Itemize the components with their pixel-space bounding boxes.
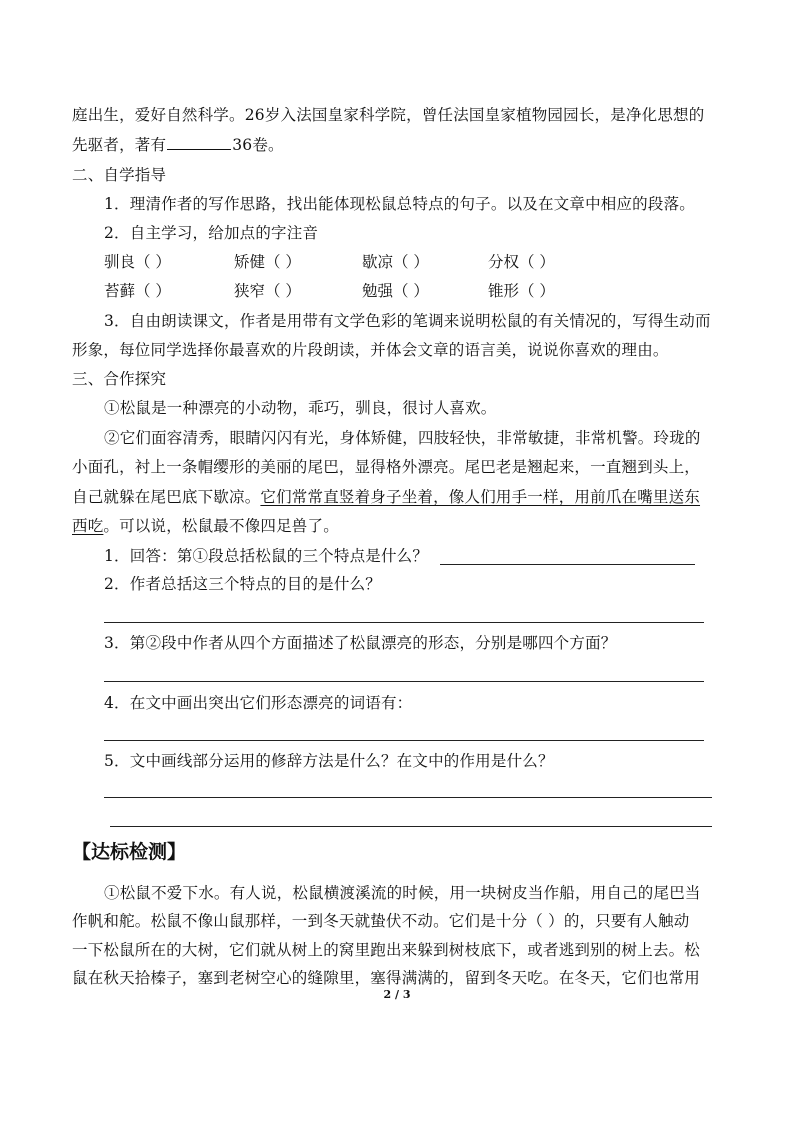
test-paragraph-line-3: 一下松鼠所在的大树，它们就从树上的窝里跑出来躲到树枝底下，或者逃到别的树上去。松: [72, 941, 701, 959]
page-number: 2 / 3: [383, 988, 411, 1001]
question-3-4: 4．在文中画出突出它们形态漂亮的词语有：: [104, 694, 413, 712]
question-3-3: 3．第②段中作者从四个方面描述了松鼠漂亮的形态，分别是哪四个方面？: [104, 634, 617, 652]
answer-line-q4[interactable]: [104, 740, 704, 741]
pinyin-item[interactable]: 勉强（ ）: [362, 282, 429, 300]
fill-blank[interactable]: [167, 135, 231, 150]
section-heading-test: 【达标检测】: [72, 841, 187, 863]
test-paragraph-line-1: ①松鼠不爱下水。有人说，松鼠横渡溪流的时候，用一块树皮当作船，用自己的尾巴当: [104, 884, 701, 902]
question-3-5: 5．文中画线部分运用的修辞方法是什么？在文中的作用是什么？: [104, 752, 554, 770]
passage-paragraph-2-line-4: 西吃。可以说，松鼠最不像四足兽了。: [72, 517, 339, 535]
pinyin-item[interactable]: 分权（ ）: [488, 253, 555, 271]
question-2-3-line-1: 3．自由朗读课文，作者是用带有文学色彩的笔调来说明松鼠的有关情况的，写得生动而: [104, 312, 711, 330]
answer-line-q1[interactable]: [440, 564, 695, 565]
answer-line-q5a[interactable]: [104, 797, 712, 798]
pinyin-row-1: [104, 251, 664, 273]
answer-line-q5b[interactable]: [110, 826, 712, 827]
pinyin-item[interactable]: 矫健（ ）: [234, 253, 301, 271]
test-paragraph-line-2: 作帆和舵。松鼠不像山鼠那样，一到冬天就蛰伏不动。它们是十分（ ）的，只要有人触动: [72, 912, 690, 930]
question-2-1: 1．理清作者的写作思路，找出能体现松鼠总特点的句子。以及在文章中相应的段落。: [104, 195, 695, 213]
answer-line-q2[interactable]: [104, 622, 704, 623]
pinyin-row-2: [104, 280, 664, 302]
section-title-cooperative: 三、合作探究: [72, 370, 167, 388]
pinyin-item[interactable]: 驯良（ ）: [104, 253, 171, 271]
intro-line-2: 先驱者，著有 36卷。: [72, 136, 284, 154]
question-3-1: 1．回答：第①段总括松鼠的三个特点是什么？: [104, 547, 429, 565]
passage-paragraph-2-line-2: 小面孔，衬上一条帽缨形的美丽的尾巴，显得格外漂亮。尾巴老是翘起来，一直翘到头上，: [72, 458, 701, 476]
passage-paragraph-2-line-1: ②它们面容清秀，眼睛闪闪有光，身体矫健，四肢轻快，非常敏捷，非常机警。玲珑的: [104, 429, 701, 447]
pinyin-item[interactable]: 狭窄（ ）: [234, 282, 301, 300]
pinyin-item[interactable]: 歇凉（ ）: [362, 253, 429, 271]
test-paragraph-line-4: 鼠在秋天拾榛子，塞到老树空心的缝隙里，塞得满满的，留到冬天吃。在冬天，它们也常用: [72, 969, 701, 987]
passage-paragraph-2-line-3: 自己就躲在尾巴底下歇凉。它们常常直竖着身子坐着，像人们用手一样，用前爪在嘴里送东: [72, 488, 701, 506]
pinyin-item[interactable]: 锥形（ ）: [488, 282, 555, 300]
question-2-2: 2．自主学习，给加点的字注音: [104, 224, 319, 242]
question-2-3-line-2: 形象，每位同学选择你最喜欢的片段朗读，并体会文章的语言美，说说你喜欢的理由。: [72, 341, 669, 359]
underlined-sentence: 它们常常直竖着身子坐着，像人们用手一样，用前爪在嘴里送东: [260, 488, 701, 506]
section-title-self-study: 二、自学指导: [72, 166, 167, 184]
pinyin-item[interactable]: 苔藓（ ）: [104, 282, 171, 300]
underlined-sentence-end: 西吃: [72, 517, 104, 535]
question-3-2: 2．作者总括这三个特点的目的是什么？: [104, 575, 381, 593]
passage-paragraph-1: ①松鼠是一种漂亮的小动物，乖巧，驯良，很讨人喜欢。: [104, 399, 497, 417]
intro-line-1: 庭出生，爱好自然科学。26岁入法国皇家科学院，曾任法国皇家植物园园长，是净化思想的: [72, 106, 705, 124]
answer-line-q3[interactable]: [104, 681, 704, 682]
